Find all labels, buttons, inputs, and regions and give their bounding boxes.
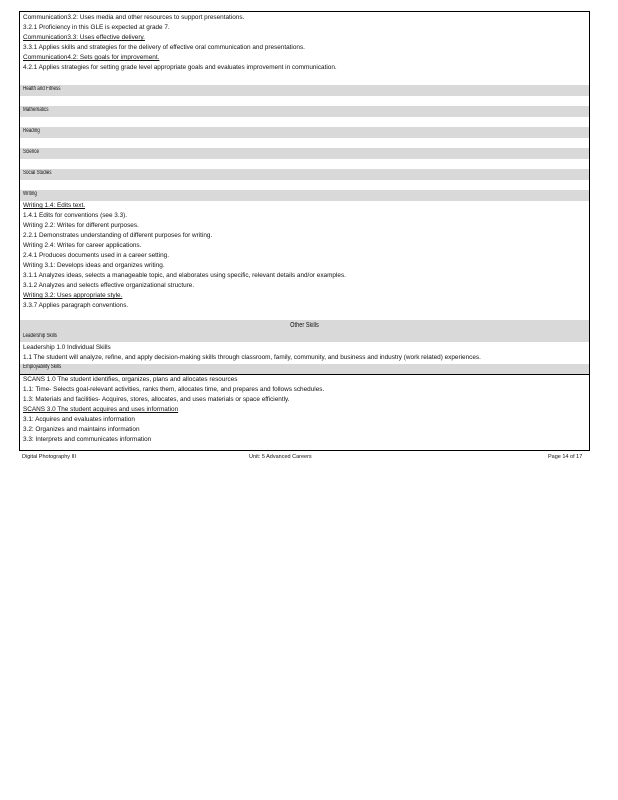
employability-bar [20,364,589,374]
communication-line: 3.3.1 Applies skills and strategies for the delivery of effective oral communication and presentations. [23,44,305,51]
section-label: Health and Fitness [23,86,61,92]
writing-line: 3.1.1 Analyzes ideas, selects a manageable topic, and elaborates using specific, relevant details and/or examples. [23,272,346,279]
writing-line: 3.1.2 Analyzes and selects effective organizational structure. [23,282,195,289]
communication-line: Communication3.2: Uses media and other resources to support presentations. [23,14,245,21]
footer-course: Digital Photography III [22,454,77,460]
writing-line: Writing 1.4: Edits text. [23,202,86,209]
leadership-line: Leadership 1.0 Individual Skills [23,344,111,351]
communication-line: Communication4.2: Sets goals for improvement. [23,54,160,61]
section-label: Science [23,149,40,155]
section-bar-health [20,85,589,96]
footer-unit: Unit: 5 Advanced Careers [249,454,312,460]
writing-line: 2.2.1 Demonstrates understanding of different purposes for writing. [23,232,213,239]
communication-line: 3.2.1 Proficiency in this GLE is expected at grade 7. [23,24,170,31]
section-bar-reading [20,127,589,138]
section-label: Writing [23,191,37,197]
communication-line: 4.2.1 Applies strategies for setting grade level appropriate goals and evaluates improvement in communication. [23,64,337,71]
employability-line: 3.1: Acquires and evaluates information [23,416,135,423]
divider [20,374,589,375]
writing-line: Writing 3.1: Develops ideas and organizes writing. [23,262,165,269]
employability-line: 1.1: Time- Selects goal-relevant activities, ranks them, allocates time, and prepares and follows schedules. [23,386,325,393]
writing-line: Writing 2.4: Writes for career applications. [23,242,142,249]
writing-line: Writing 2.2: Writes for different purposes. [23,222,139,229]
employability-label: Employability Skills [23,364,62,370]
section-bar-mathematics [20,106,589,117]
section-label: Mathematics [23,107,49,113]
employability-line: 3.3: Interprets and communicates information [23,436,152,443]
employability-line: 1.3: Materials and facilities- Acquires, stores, allocates, and uses materials or space efficiently. [23,396,290,403]
leadership-label: Leadership Skills [23,333,58,339]
footer-page: Page 14 of 17 [548,454,583,460]
writing-line: 2.4.1 Produces documents used in a career setting. [23,252,170,259]
section-label: Social Studies [23,170,52,176]
employability-line: SCANS 1.0 The student identifies, organizes, plans and allocates resources [23,376,238,383]
other-skills-title: Other Skills [290,322,319,329]
writing-line: Writing 3.2: Uses appropriate style. [23,292,123,299]
section-bar-science [20,148,589,159]
leadership-line: 1.1 The student will analyze, refine, and apply decision-making skills through classroom, family, community, and business and industry (work related) experiences. [23,354,481,361]
communication-line: Communication3.3: Uses effective delivery. [23,34,145,41]
writing-line: 1.4.1 Edits for conventions (see 3.3). [23,212,128,219]
section-label: Reading [23,128,40,134]
section-bar-writing [20,190,589,201]
employability-line: 3.2: Organizes and maintains information [23,426,140,433]
other-skills-bar [20,320,589,342]
standards-table [19,11,590,451]
employability-line: SCANS 3.0 The student acquires and uses information [23,406,179,413]
section-bar-social-studies [20,169,589,180]
writing-line: 3.3.7 Applies paragraph conventions. [23,302,129,309]
